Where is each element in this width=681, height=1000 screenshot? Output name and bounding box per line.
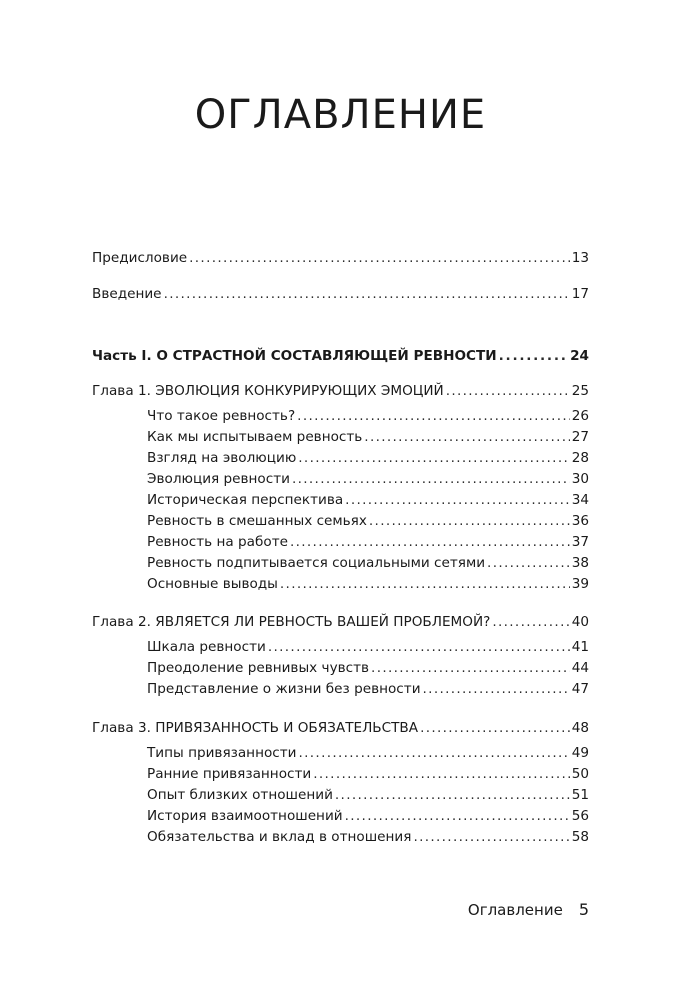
toc-entry-page: 44: [571, 660, 589, 676]
toc-entry-page: 51: [571, 787, 589, 803]
dot-leader: [268, 637, 570, 657]
toc-entry-page: 37: [571, 534, 589, 550]
toc-entry-label: Глава 1. ЭВОЛЮЦИЯ КОНКУРИРУЮЩИХ ЭМОЦИЙ: [92, 383, 444, 399]
dot-leader: [413, 827, 569, 847]
dot-leader: [371, 658, 570, 678]
toc-entry-label: Часть I. О СТРАСТНОЙ СОСТАВЛЯЮЩЕЙ РЕВНОСТИ: [92, 348, 497, 364]
toc-section[interactable]: [147, 511, 589, 531]
toc-section[interactable]: [147, 658, 589, 678]
toc-entry-page: 39: [571, 576, 589, 592]
toc-entry-page: 41: [571, 639, 589, 655]
toc-entry-page: 38: [571, 555, 589, 571]
toc-entry-label: Представление о жизни без ревности: [147, 681, 421, 697]
toc-entry-label: Ранние привязанности: [147, 766, 312, 782]
toc-entry-page: 49: [571, 745, 589, 761]
toc-entry-page: 58: [571, 829, 589, 845]
toc-section[interactable]: [147, 469, 589, 489]
toc-section[interactable]: [147, 448, 589, 468]
toc-entry-label: Обязательства и вклад в отношения: [147, 829, 412, 845]
toc-section[interactable]: [147, 806, 589, 826]
toc-section[interactable]: [147, 427, 589, 447]
toc-entry-label: Глава 2. ЯВЛЯЕТСЯ ЛИ РЕВНОСТЬ ВАШЕЙ ПРОБЛЕМОЙ?: [92, 614, 491, 630]
toc-section[interactable]: [147, 532, 589, 552]
page-title: ОГЛАВЛЕНИЕ: [194, 92, 487, 138]
toc-entry-label: Как мы испытываем ревность: [147, 429, 363, 445]
dot-leader: [298, 448, 569, 468]
toc-entry-label: Что такое ревность?: [147, 408, 296, 424]
toc-section[interactable]: [147, 406, 589, 426]
toc-entry-label: Шкала ревности: [147, 639, 266, 655]
toc-entry-page: 13: [571, 250, 589, 266]
dot-leader: [345, 490, 570, 510]
toc-entry-label: История взаимоотношений: [147, 808, 343, 824]
toc-entry-label: Типы привязанности: [147, 745, 297, 761]
running-footer: [468, 900, 589, 919]
dot-leader: [189, 248, 570, 268]
toc-section[interactable]: [147, 764, 589, 784]
toc-entry-page: 40: [571, 614, 589, 630]
toc-entry-label: Взгляд на эволюцию: [147, 450, 297, 466]
toc-section[interactable]: [147, 785, 589, 805]
toc-entry-page: 30: [571, 471, 589, 487]
footer-section-title: Оглавление: [467, 901, 563, 919]
toc-entry-label: Историческая перспектива: [147, 492, 344, 508]
toc-section[interactable]: [147, 553, 589, 573]
toc-entry-page: 36: [571, 513, 589, 529]
page-number: 5: [578, 900, 589, 919]
toc-part-1[interactable]: [92, 346, 589, 366]
toc-entry-label: Введение: [92, 286, 162, 302]
toc-section[interactable]: [147, 679, 589, 699]
toc-entry-label: Основные выводы: [147, 576, 278, 592]
toc-entry-label: Преодоление ревнивых чувств: [147, 660, 370, 676]
dot-leader: [492, 612, 569, 632]
toc-entry-label: Ревность в смешанных семьях: [147, 513, 367, 529]
toc-entry-preface[interactable]: [92, 248, 589, 268]
toc-entry-introduction[interactable]: [92, 284, 589, 304]
dot-leader: [423, 679, 570, 699]
toc-chapter-3[interactable]: [92, 718, 589, 738]
dot-leader: [292, 469, 570, 489]
toc-entry-page: 56: [571, 808, 589, 824]
toc-entry-page: 34: [571, 492, 589, 508]
toc-chapter-1[interactable]: [92, 381, 589, 401]
toc-section[interactable]: [147, 743, 589, 763]
toc-entry-page: 17: [571, 286, 589, 302]
dot-leader: [364, 427, 569, 447]
toc-entry-label: Опыт близких отношений: [147, 787, 333, 803]
toc-entry-label: Эволюция ревности: [147, 471, 290, 487]
toc-entry-page: 48: [571, 720, 589, 736]
toc-section[interactable]: [147, 637, 589, 657]
dot-leader: [313, 764, 569, 784]
toc-entry-page: 28: [571, 450, 589, 466]
toc-entry-label: Ревность на работе: [147, 534, 288, 550]
toc-section[interactable]: [147, 827, 589, 847]
dot-leader: [446, 381, 570, 401]
dot-leader: [164, 284, 570, 304]
dot-leader: [369, 511, 570, 531]
dot-leader: [297, 406, 570, 426]
toc-entry-page: 27: [571, 429, 589, 445]
toc-entry-page: 47: [571, 681, 589, 697]
toc-section[interactable]: [147, 574, 589, 594]
toc-chapter-2[interactable]: [92, 612, 589, 632]
toc-section[interactable]: [147, 490, 589, 510]
toc-entry-label: Ревность подпитывается социальными сетями: [147, 555, 486, 571]
dot-leader: [487, 553, 570, 573]
dot-leader: [335, 785, 570, 805]
dot-leader: [290, 532, 570, 552]
dot-leader: [420, 718, 570, 738]
dot-leader: [499, 346, 568, 366]
toc-entry-label: Предисловие: [92, 250, 188, 266]
dot-leader: [299, 743, 570, 763]
toc-entry-page: 26: [571, 408, 589, 424]
toc-entry-page: 24: [570, 348, 589, 364]
dot-leader: [345, 806, 570, 826]
toc-entry-label: Глава 3. ПРИВЯЗАННОСТЬ И ОБЯЗАТЕЛЬСТВА: [92, 720, 419, 736]
toc-entry-page: 25: [571, 383, 589, 399]
toc-entry-page: 50: [571, 766, 589, 782]
dot-leader: [280, 574, 570, 594]
